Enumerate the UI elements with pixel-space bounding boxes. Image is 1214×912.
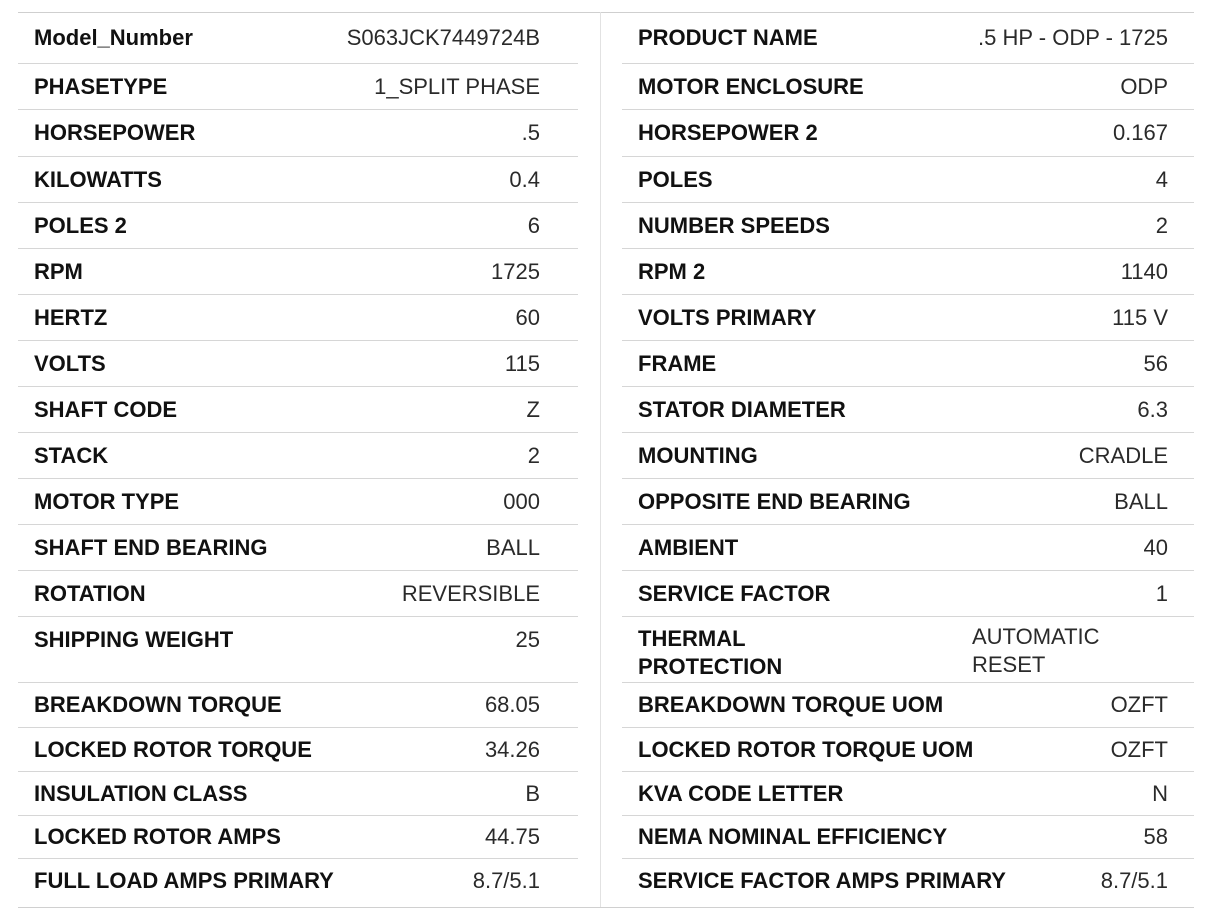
- table-row: [18, 772, 578, 816]
- spec-value: 1: [1155, 580, 1168, 606]
- spec-value: S063JCK7449724B: [346, 24, 540, 50]
- spec-label: FULL LOAD AMPS PRIMARY: [34, 868, 334, 893]
- spec-value: 1_SPLIT PHASE: [374, 73, 540, 99]
- spec-value: REVERSIBLE: [401, 580, 540, 606]
- table-row: [18, 816, 578, 859]
- spec-label: AMBIENT: [638, 534, 739, 560]
- spec-table-left: [18, 12, 578, 903]
- spec-value: .5 HP - ODP - 1725: [978, 24, 1168, 50]
- table-row: [622, 816, 1194, 859]
- spec-label: LOCKED ROTOR AMPS: [34, 824, 281, 849]
- spec-label: SHAFT END BEARING: [34, 534, 268, 560]
- table-row: [622, 571, 1194, 617]
- table-row: [18, 433, 578, 479]
- table-row: [18, 617, 578, 683]
- spec-label: POLES: [638, 166, 713, 192]
- table-row: [18, 683, 578, 728]
- table-row: [622, 12, 1194, 64]
- spec-label: SHAFT CODE: [34, 396, 177, 422]
- spec-label: MOUNTING: [638, 442, 758, 468]
- spec-label: RPM: [34, 258, 83, 284]
- table-row: [622, 249, 1194, 295]
- spec-value: 0.4: [509, 166, 540, 192]
- spec-value: 000: [503, 488, 540, 514]
- spec-label: KILOWATTS: [34, 166, 162, 192]
- table-row: [18, 110, 578, 157]
- spec-label: NEMA NOMINAL EFFICIENCY: [638, 824, 948, 849]
- spec-value: OZFT: [1110, 736, 1168, 762]
- spec-value: 60: [515, 304, 540, 330]
- spec-value: BALL: [1114, 488, 1168, 514]
- spec-value: 0.167: [1112, 120, 1168, 145]
- spec-label: Model_Number: [34, 24, 193, 50]
- spec-value: 8.7/5.1: [1100, 868, 1168, 893]
- spec-label: KVA CODE LETTER: [638, 780, 844, 806]
- table-row: [622, 525, 1194, 571]
- table-row: [622, 110, 1194, 157]
- table-row: [622, 295, 1194, 341]
- spec-value: ODP: [1120, 73, 1168, 99]
- spec-label: MOTOR ENCLOSURE: [638, 73, 864, 99]
- spec-label: LOCKED ROTOR TORQUE: [34, 736, 312, 762]
- table-row: [18, 12, 578, 64]
- spec-value: 8.7/5.1: [472, 868, 540, 893]
- table-row: [622, 683, 1194, 728]
- table-row: [622, 728, 1194, 772]
- table-row: [622, 341, 1194, 387]
- spec-label: VOLTS PRIMARY: [638, 304, 817, 330]
- table-bottom-border: [18, 907, 1194, 908]
- table-row: [18, 479, 578, 525]
- spec-label: HORSEPOWER: [34, 120, 196, 145]
- spec-label: STACK: [34, 442, 109, 468]
- table-row: [18, 387, 578, 433]
- table-row: [18, 64, 578, 110]
- spec-value: .5: [521, 120, 540, 145]
- table-row: [622, 772, 1194, 816]
- table-row: [18, 341, 578, 387]
- spec-value: 58: [1143, 824, 1168, 849]
- spec-label: STATOR DIAMETER: [638, 396, 846, 422]
- spec-label: NUMBER SPEEDS: [638, 212, 830, 238]
- table-row: [18, 157, 578, 203]
- spec-value: 115 V: [1112, 304, 1168, 330]
- spec-value: 56: [1143, 350, 1168, 376]
- spec-value: 68.05: [484, 692, 540, 717]
- spec-label: LOCKED ROTOR TORQUE UOM: [638, 736, 974, 762]
- spec-value: 25: [515, 627, 540, 652]
- spec-label: FRAME: [638, 350, 717, 376]
- column-divider: [600, 12, 601, 908]
- spec-label: HERTZ: [34, 304, 108, 330]
- spec-value: 44.75: [484, 824, 540, 849]
- spec-label: SERVICE FACTOR AMPS PRIMARY: [638, 868, 1006, 893]
- table-row: [622, 203, 1194, 249]
- table-row: [18, 203, 578, 249]
- spec-value: 115: [504, 350, 540, 376]
- table-row: [622, 157, 1194, 203]
- spec-value: Z: [526, 396, 540, 422]
- spec-label: HORSEPOWER 2: [638, 120, 818, 145]
- spec-value: 40: [1143, 534, 1168, 560]
- spec-label: BREAKDOWN TORQUE: [34, 692, 282, 717]
- spec-value: 6: [527, 212, 540, 238]
- spec-label: VOLTS: [34, 350, 106, 376]
- table-row: [622, 64, 1194, 110]
- spec-value: CRADLE: [1078, 442, 1168, 468]
- table-row: [622, 617, 1194, 683]
- spec-label: PHASETYPE: [34, 73, 168, 99]
- spec-label: SHIPPING WEIGHT: [34, 627, 234, 652]
- spec-label: BREAKDOWN TORQUE UOM: [638, 692, 944, 717]
- spec-value: N: [1152, 780, 1168, 806]
- spec-table-right: [622, 12, 1194, 903]
- table-row: [622, 859, 1194, 903]
- spec-value: B: [525, 780, 540, 806]
- table-row: [18, 525, 578, 571]
- table-row: [622, 433, 1194, 479]
- spec-value: AUTOMATIC RESET: [972, 624, 1100, 677]
- spec-value: 34.26: [484, 736, 540, 762]
- table-row: [18, 249, 578, 295]
- spec-value: 6.3: [1137, 396, 1168, 422]
- spec-label: ROTATION: [34, 580, 146, 606]
- spec-value: OZFT: [1110, 692, 1168, 717]
- spec-value: 2: [527, 442, 540, 468]
- table-row: [18, 859, 578, 903]
- spec-value: BALL: [486, 534, 540, 560]
- spec-label: THERMAL PROTECTION: [638, 626, 783, 679]
- spec-label: INSULATION CLASS: [34, 780, 248, 806]
- spec-value: 4: [1155, 166, 1168, 192]
- table-row: [18, 728, 578, 772]
- spec-label: SERVICE FACTOR: [638, 580, 831, 606]
- spec-value: 2: [1155, 212, 1168, 238]
- table-row: [622, 479, 1194, 525]
- spec-label: MOTOR TYPE: [34, 488, 180, 514]
- spec-label: OPPOSITE END BEARING: [638, 488, 911, 514]
- table-row: [18, 571, 578, 617]
- spec-value: 1725: [491, 258, 540, 284]
- spec-label: POLES 2: [34, 212, 127, 238]
- table-row: [622, 387, 1194, 433]
- spec-label: RPM 2: [638, 258, 706, 284]
- spec-label: PRODUCT NAME: [638, 24, 818, 50]
- table-row: [18, 295, 578, 341]
- spec-value: 1140: [1120, 258, 1168, 284]
